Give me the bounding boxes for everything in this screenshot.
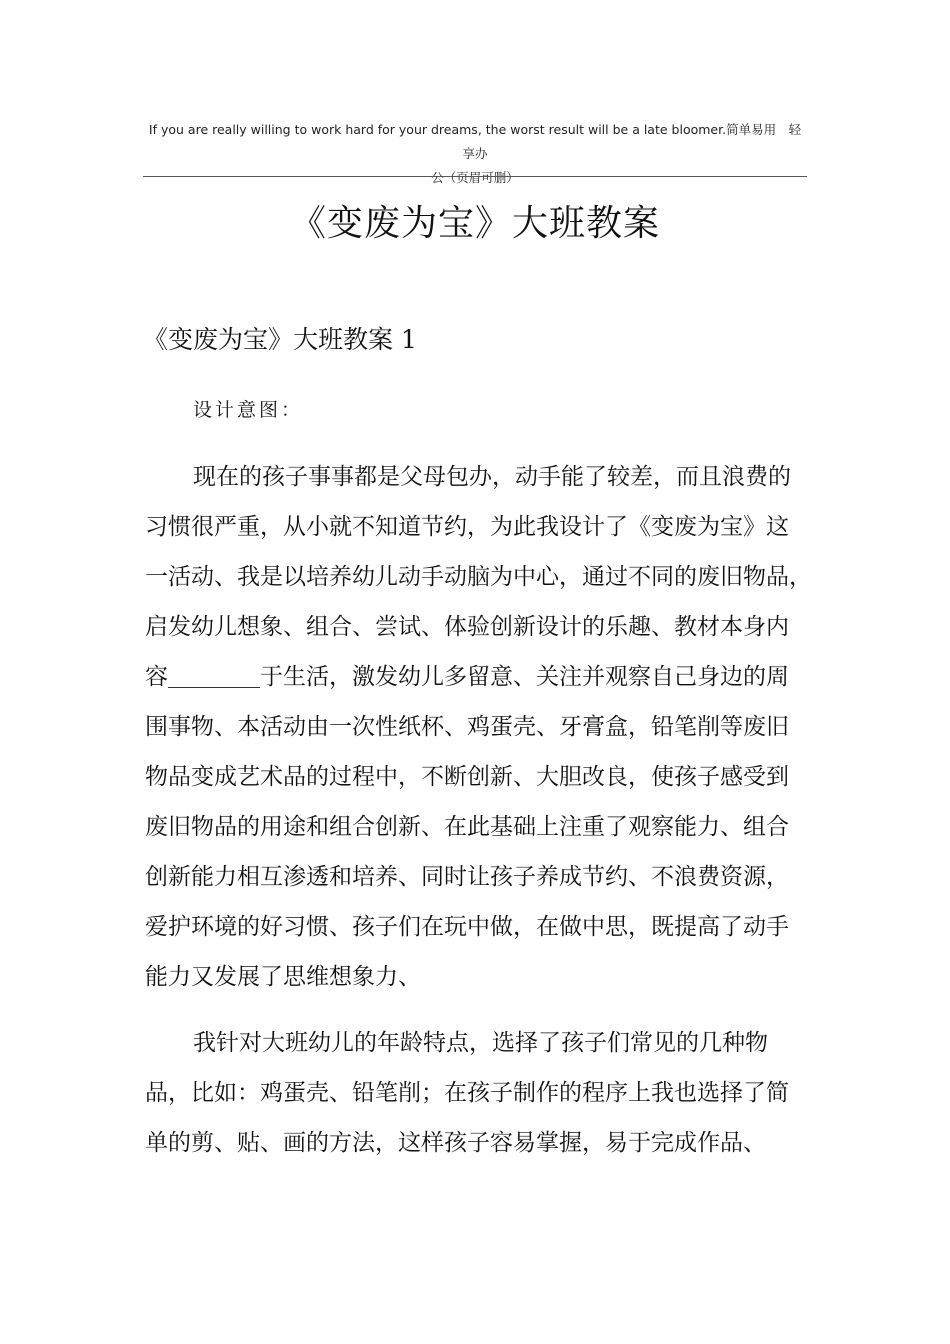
paragraph-line: 我针对大班幼儿的年龄特点，选择了孩子们常见的几种物: [193, 1030, 768, 1056]
page-header: [143, 118, 807, 190]
paragraph-line: 创新能力相互渗透和培养、同时让孩子养成节约、不浪费资源，: [145, 864, 789, 890]
paragraph-line: 现在的孩子事事都是父母包办，动手能了较差，而且浪费的: [193, 464, 791, 490]
document-title: 《变废为宝》大班教案: [289, 203, 660, 244]
paragraph-line: 爱护环境的好习惯、孩子们在玩中做，在做中思，既提高了动手: [145, 914, 789, 940]
paragraph-1: [145, 452, 812, 1002]
header-text-line-1: If you are really willing to work hard for your dreams, the worst result will be a late bloomer.简单易用 轻享办: [148, 122, 802, 161]
paragraph-line: 物品变成艺术品的过程中，不断创新、大胆改良，使孩子感受到: [145, 764, 789, 790]
paragraph-line: 一活动、我是以培养幼儿动手动脑为中心，通过不同的废旧物品，: [145, 564, 812, 590]
paragraph-line: 习惯很严重，从小就不知道节约，为此我设计了《变废为宝》这: [145, 514, 789, 540]
paragraph-line: 启发幼儿想象、组合、尝试、体验创新设计的乐趣、教材本身内: [145, 614, 789, 640]
paragraph-line: 单的剪、贴、画的方法，这样孩子容易掌握，易于完成作品、: [145, 1130, 766, 1156]
fill-in-blank: [168, 664, 260, 688]
section-title: 《变废为宝》大班教案 1: [143, 325, 417, 354]
paragraph-2: [145, 1018, 809, 1168]
header-divider: [143, 176, 807, 177]
paragraph-line: 能力又发展了思维想象力、: [145, 964, 421, 990]
paragraph-line-with-blank: [145, 652, 809, 702]
paragraph-text: 于生活，激发幼儿多留意、关注并观察自己身边的周: [260, 664, 789, 690]
paragraph-line: 围事物、本活动由一次性纸杯、鸡蛋壳、牙膏盒，铅笔削等废旧: [145, 714, 789, 740]
subheading-design-intent: 设计意图：: [193, 399, 304, 421]
paragraph-text: 容: [145, 664, 168, 690]
header-text-line-2: 公（页眉可删）: [431, 170, 519, 185]
paragraph-line: 品，比如：鸡蛋壳、铅笔削；在孩子制作的程序上我也选择了简: [145, 1080, 789, 1106]
paragraph-line: 废旧物品的用途和组合创新、在此基础上注重了观察能力、组合: [145, 814, 789, 840]
